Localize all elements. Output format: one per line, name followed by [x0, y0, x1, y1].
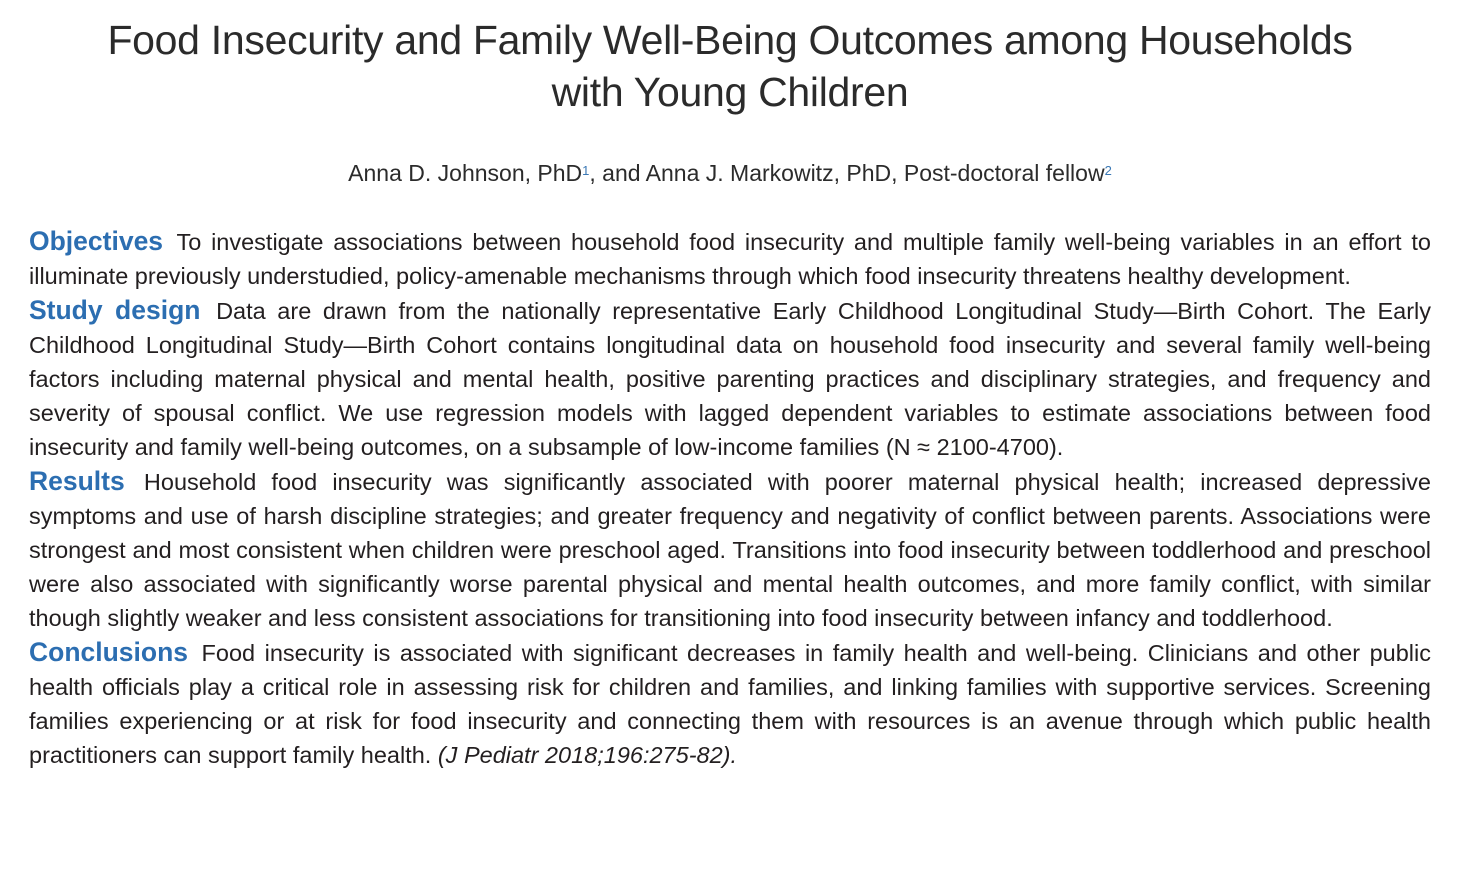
author-2-name: Anna J. Markowitz, PhD, Post-doctoral fellow	[645, 160, 1105, 186]
paper-title-line-1: Food Insecurity and Family Well-Being Outcomes among Households	[107, 17, 1353, 63]
author-separator: , and	[589, 160, 646, 186]
results-text: Household food insecurity was significantly associated with poorer maternal physical health; increased depressive symptoms and use of harsh discipline strategies; and greater frequency and negativity of conflict between parents. Associations were strongest and most consistent when children were preschool aged. Transitions into food insecurity between toddlerhood and preschool were also associated with significantly worse parental physical and mental health outcomes, and more family conflict, with similar though slightly weaker and less consistent associations for transitioning into food insecurity between infancy and toddlerhood.	[29, 469, 1431, 631]
results-heading: Results	[29, 466, 125, 496]
abstract-objectives	[29, 224, 1431, 293]
journal-citation: (J Pediatr 2018;196:275-82).	[437, 742, 738, 768]
paper-title	[40, 14, 1420, 118]
author-2-affiliation-marker[interactable]: 2	[1104, 163, 1112, 178]
objectives-text: To investigate associations between household food insecurity and multiple family well-being variables in an effort to illuminate previously understudied, policy-amenable mechanisms through which food insecurity threatens healthy development.	[29, 229, 1431, 289]
study-design-heading: Study design	[29, 295, 201, 325]
abstract-conclusions	[29, 635, 1431, 772]
author-1-name: Anna D. Johnson, PhD	[348, 160, 583, 186]
abstract-results	[29, 464, 1431, 635]
conclusions-text: Food insecurity is associated with significant decreases in family health and well-being. Clinicians and other public health officials play a critical role in assessing risk for children and families, and linking families with supportive services. Screening families experiencing or at risk for food insecurity and connecting them with resources is an avenue through which public health practitioners can support family health.	[29, 640, 1431, 768]
study-design-text: Data are drawn from the nationally representative Early Childhood Longitudinal Study—Birth Cohort. The Early Childhood Longitudinal Study—Birth Cohort contains longitudinal data on household food insecurity and several family well-being factors including maternal physical and mental health, positive parenting practices and disciplinary strategies, and frequency and severity of spousal conflict. We use regression models with lagged dependent variables to estimate associations between food insecurity and family well-being outcomes, on a subsample of low-income families (N ≈ 2100-4700).	[29, 298, 1431, 460]
abstract	[29, 224, 1431, 772]
author-list	[40, 156, 1420, 190]
conclusions-heading: Conclusions	[29, 637, 189, 667]
paper-title-line-2: with Young Children	[551, 69, 909, 115]
objectives-heading: Objectives	[29, 226, 164, 256]
author-1-affiliation-marker[interactable]: 1	[582, 163, 590, 178]
abstract-study-design	[29, 293, 1431, 464]
